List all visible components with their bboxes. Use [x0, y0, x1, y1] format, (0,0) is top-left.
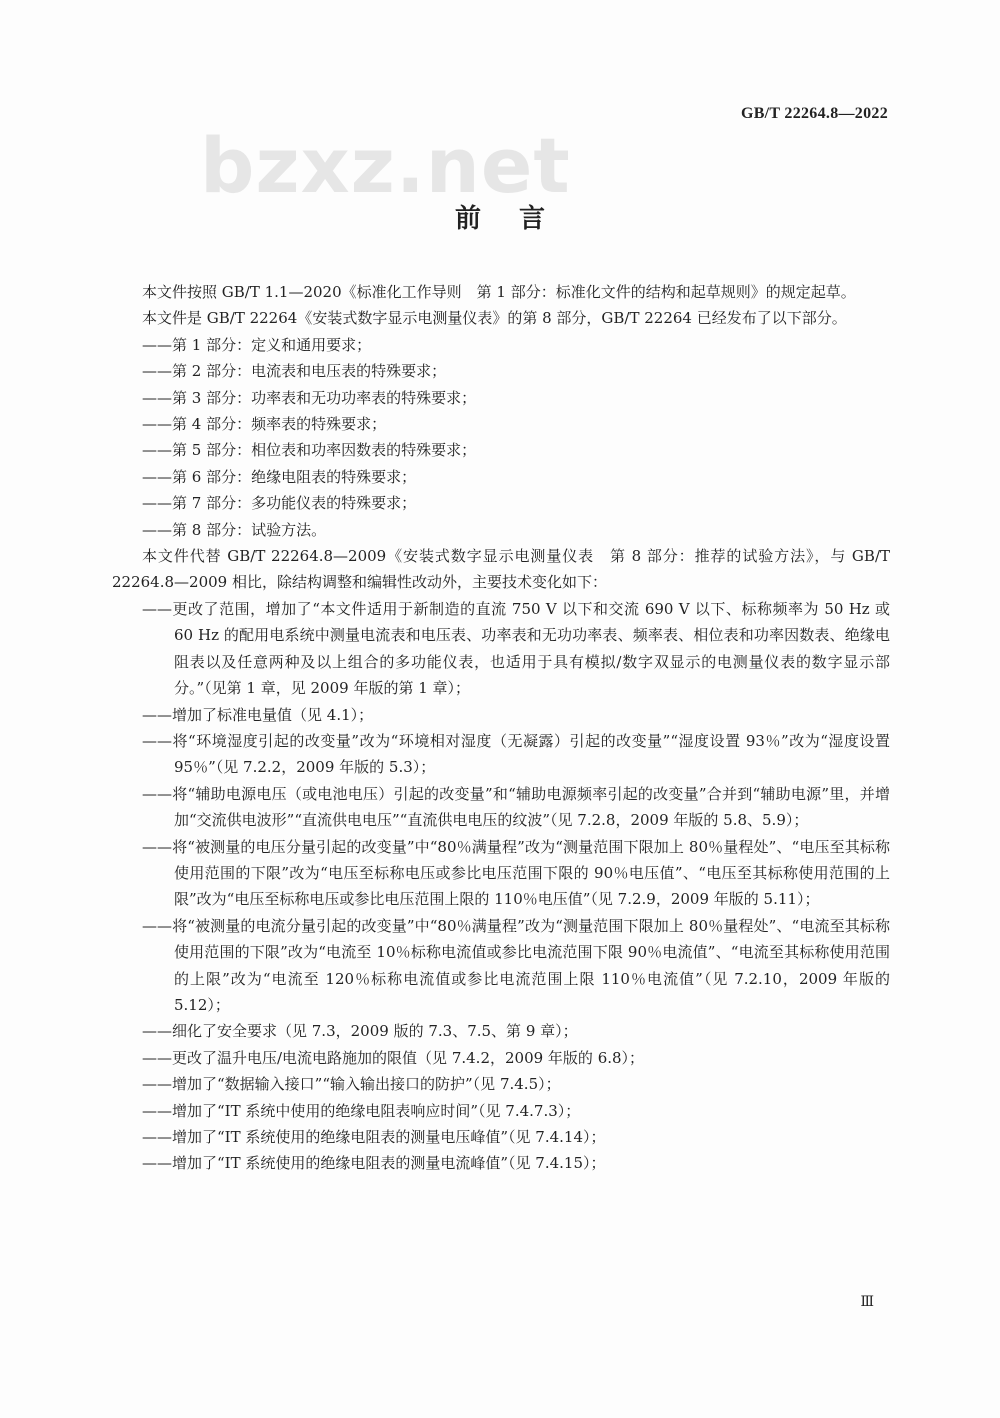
list-item: ——第 8 部分：试验方法。: [142, 520, 327, 539]
list-item: ——第 7 部分：多功能仪表的特殊要求；: [142, 494, 417, 513]
list-item: ——第 3 部分：功率表和无功功率表的特殊要求；: [142, 388, 477, 407]
standard-code: GB/T 22264.8—2022: [740, 105, 888, 122]
page-title: 前言: [454, 204, 583, 234]
list-item: ——将“被测量的电流分量引起的改变量”中“80％满量程”改为“测量范围下限加上 80％量程处”、“电流至其标称使用范围的下限”改为“电流至 10％标称电流值或参比电流范围下限 90％电流值”、“电流至其标称使用范围的上限”改为“电流至 120％标称电流值或参比电流范围上限 110％电流值”（见 7.2.10，2009 年版的 5.12）；: [142, 916, 890, 1014]
list-item: ——第 2 部分：电流表和电压表的特殊要求；: [142, 362, 447, 381]
list-item: ——第 5 部分：相位表和功率因数表的特殊要求；: [142, 441, 477, 460]
list-item: ——更改了温升电压/电流电路施加的限值（见 7.4.2，2009 年版的 6.8）；: [142, 1048, 645, 1067]
list-item: ——细化了安全要求（见 7.3，2009 版的 7.3、7.5、第 9 章）；: [142, 1022, 578, 1041]
list-item: ——将“被测量的电压分量引起的改变量”中“80％满量程”改为“测量范围下限加上 80％量程处”、“电压至其标称使用范围的下限”改为“电压至标称电压或参比电压范围下限的 90％电压值”、“电压至其标称使用范围的上限”改为“电压至标称电压或参比电压范围上限的 110％电压值”（见 7.2.9，2009 年版的 5.11）；: [142, 837, 890, 909]
paragraph-drafting-rules: 本文件按照 GB/T 1.1—2020《标准化工作导则 第 1 部分：标准化文件的结构和起草规则》的规定起草。: [142, 283, 856, 301]
list-item: ——第 6 部分：绝缘电阻表的特殊要求；: [142, 467, 417, 486]
watermark-logo: bzxz.net: [200, 121, 571, 210]
list-item: ——将“环境湿度引起的改变量”改为“环境相对湿度（无凝露）引起的改变量”“湿度设置 93％”改为“湿度设置 95％”（见 7.2.2，2009 年版的 5.3）；: [142, 731, 890, 777]
list-item: ——更改了范围，增加了“本文件适用于新制造的直流 750 V 以下和交流 690 V 以下、标称频率为 50 Hz 或 60 Hz 的配用电系统中测量电流表和电压表、功率表和无功功率表、频率表、相位表和功率因数表、绝缘电阻表以及任意两种及以上组合的多功能仪表，也适用于具有模拟/数字双显示的电测量仪表的数字显示部分。”（见第 1 章，见 2009 年版的第 1 章）；: [142, 599, 890, 698]
list-item: ——增加了“IT 系统中使用的绝缘电阻表响应时间”（见 7.4.7.3）；: [142, 1101, 581, 1120]
list-item: ——将“辅助电源电压（或电池电压）引起的改变量”和“辅助电源频率引起的改变量”合并到“辅助电源”里，并增加“交流供电波形”“直流供电电压”“直流供电电压的纹波”（见 7.2.8，2009 年版的 5.8、5.9）；: [142, 784, 890, 830]
list-item: ——增加了标准电量值（见 4.1）；: [142, 705, 374, 724]
paragraph-series-parts: 本文件是 GB/T 22264《安装式数字显示电测量仪表》的第 8 部分，GB/T 22264 已经发布了以下部分。: [142, 309, 847, 328]
paragraph-replacement: 本文件代替 GB/T 22264.8—2009《安装式数字显示电测量仪表 第 8 部分：推荐的试验方法》，与 GB/T 22264.8—2009 相比，除结构调整和编辑性改动外，主要技术变化如下：: [112, 547, 890, 592]
list-item: ——增加了“IT 系统使用的绝缘电阻表的测量电压峰值”（见 7.4.14）；: [142, 1128, 606, 1146]
list-item: ——增加了“IT 系统使用的绝缘电阻表的测量电流峰值”（见 7.4.15）；: [142, 1154, 606, 1173]
foreword-body: [112, 279, 890, 1177]
parts-list: [112, 332, 890, 543]
changes-list: [112, 596, 890, 1177]
page-number: Ⅲ: [860, 1295, 874, 1310]
list-item: ——增加了“数据输入接口”“输入输出接口的防护”（见 7.4.5）；: [142, 1075, 561, 1094]
list-item: ——第 1 部分：定义和通用要求；: [142, 335, 372, 354]
list-item: ——第 4 部分：频率表的特殊要求；: [142, 415, 387, 434]
